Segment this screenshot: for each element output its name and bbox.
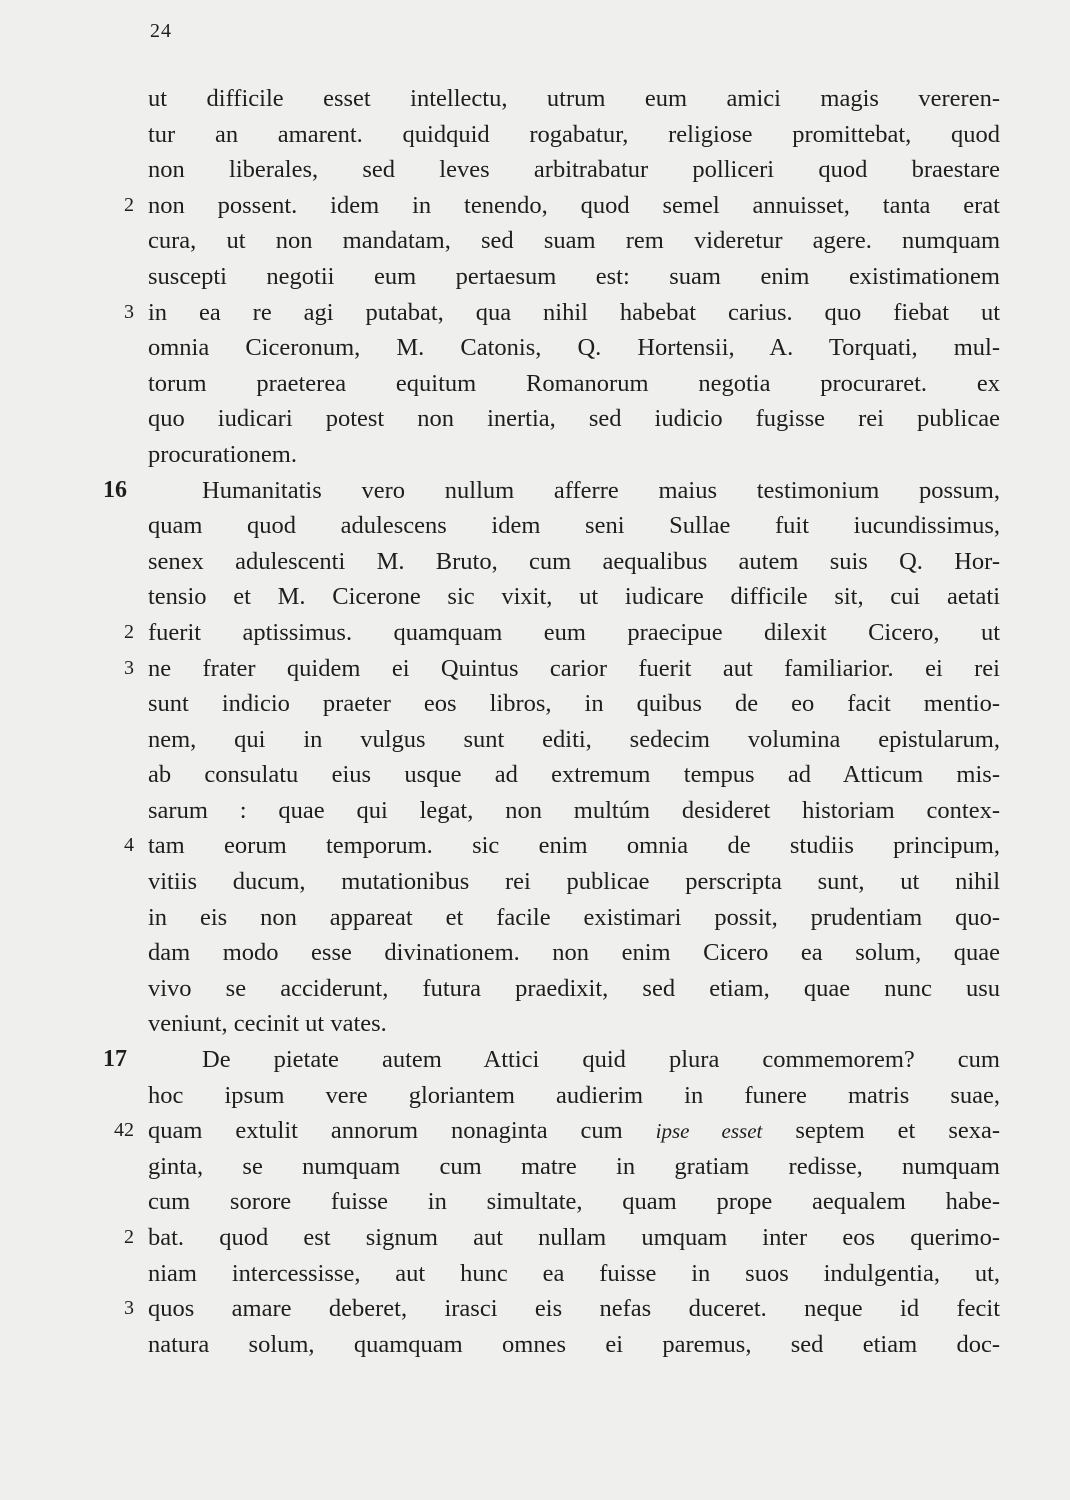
text-line — [100, 401, 1000, 437]
line-text-main: vivo se acciderunt, futura praedixit, sed etiam, quae nunc usu — [148, 974, 1000, 1002]
line-text-main: suscepti negotii eum pertaesum est: suam enim existimationem — [148, 262, 1000, 290]
text-line — [100, 117, 1000, 153]
line-text-main: senex adulescenti M. Bruto, cum aequalibus autem suis Q. Hor- — [148, 547, 1000, 575]
italic-phrase: ipse esset — [655, 1119, 763, 1144]
text-line — [100, 935, 1000, 971]
text-line — [100, 686, 1000, 722]
line-text-main: hoc ipsum vere gloriantem audierim in funere matris suae, — [148, 1081, 1000, 1109]
line-text — [148, 686, 1000, 722]
text-line — [100, 508, 1000, 544]
section-number: 3 — [124, 1297, 134, 1320]
line-text-main: bat. quod est signum aut nullam umquam inter eos querimo- — [148, 1224, 1000, 1251]
body-text — [100, 81, 1000, 1362]
line-text — [148, 259, 1000, 295]
text-line — [100, 757, 1000, 793]
text-line — [100, 1220, 1000, 1256]
line-text — [148, 900, 1000, 936]
text-line — [100, 1184, 1000, 1220]
line-text-main: omnia Ciceronum, M. Catonis, Q. Hortensii, A. Torquati, mul- — [148, 334, 1000, 362]
text-line — [100, 223, 1000, 259]
text-line — [100, 864, 1000, 900]
line-text — [148, 864, 1000, 900]
line-text-main: niam intercessisse, aut hunc ea fuisse in suos indulgentia, ut, — [148, 1259, 1000, 1287]
section-number: 2 — [124, 193, 134, 216]
line-text — [148, 188, 1000, 224]
page-number: 24 — [150, 20, 172, 42]
line-text — [148, 935, 1000, 971]
line-text — [148, 366, 1000, 402]
line-text-main: quos amare deberet, irasci eis nefas duceret. neque id fecit — [148, 1295, 1000, 1323]
section-number: 4 — [124, 834, 134, 857]
text-line — [100, 188, 1000, 224]
line-text — [148, 330, 1000, 366]
line-text-main: tur an amarent. quidquid rogabatur, religiose promittebat, quod — [148, 120, 1000, 148]
line-text — [202, 473, 1000, 509]
line-text — [148, 1078, 1000, 1114]
line-text — [148, 793, 1000, 829]
line-text-main: ginta, se numquam cum matre in gratiam redisse, numquam — [148, 1152, 1000, 1180]
line-text — [148, 152, 1000, 188]
line-text-main: quam quod adulescens idem seni Sullae fuit iucundissimus, — [148, 512, 1000, 540]
line-text-main: Humanitatis vero nullum afferre maius testimonium possum, — [202, 476, 1000, 504]
line-text-main: non possent. idem in tenendo, quod semel annuisset, tanta erat — [148, 191, 1000, 219]
line-text-main: ab consulatu eius usque ad extremum tempus ad Atticum mis- — [148, 761, 1000, 789]
chapter-number: 17 — [103, 1046, 127, 1073]
section-number: 3 — [124, 656, 134, 679]
section-number: 42 — [114, 1119, 134, 1142]
text-line — [100, 722, 1000, 758]
text-line — [100, 544, 1000, 580]
line-text-main: cum sorore fuisse in simultate, quam prope aequalem habe- — [148, 1188, 1000, 1216]
text-line — [100, 615, 1000, 651]
text-line — [100, 81, 1000, 117]
line-text-main: non liberales, sed leves arbitrabatur polliceri quod braestare — [148, 156, 1000, 184]
line-text — [148, 651, 1000, 687]
text-line — [100, 1113, 1000, 1149]
line-text-main: sunt indicio praeter eos libros, in quibus de eo facit mentio- — [148, 690, 1000, 718]
line-text-main: De pietate autem Attici quid plura commemorem? cum — [202, 1046, 1000, 1074]
text-line — [100, 473, 1000, 509]
line-text — [148, 223, 1000, 259]
line-text-main: quam extulit annorum nonaginta cum — [148, 1117, 623, 1145]
line-text-main: tensio et M. Cicerone sic vixit, ut iudicare difficile sit, cui aetati — [148, 583, 1000, 611]
text-line — [100, 1327, 1000, 1363]
text-line — [100, 152, 1000, 188]
line-text — [148, 1291, 1000, 1327]
text-line — [100, 1078, 1000, 1114]
line-text — [148, 757, 1000, 793]
section-number: 3 — [124, 300, 134, 323]
text-line — [100, 579, 1000, 615]
text-line — [100, 366, 1000, 402]
line-text — [148, 117, 1000, 153]
line-text-main: cura, ut non mandatam, sed suam rem videretur agere. numquam — [148, 227, 1000, 255]
line-text — [148, 81, 1000, 117]
line-text-main: procurationem. — [148, 440, 297, 468]
text-line — [100, 330, 1000, 366]
line-text — [148, 1256, 1000, 1292]
text-line — [100, 828, 1000, 864]
text-line — [100, 971, 1000, 1007]
line-text — [148, 508, 1000, 544]
line-text-main: tam eorum temporum. sic enim omnia de studiis principum, — [148, 832, 1000, 860]
line-text — [148, 1184, 1000, 1220]
section-number: 2 — [124, 620, 134, 643]
line-text-main: quo iudicari potest non inertia, sed iudicio fugisse rei publicae — [148, 405, 1000, 433]
line-text — [148, 295, 1000, 331]
line-text — [148, 437, 1000, 473]
chapter-number: 16 — [103, 476, 127, 503]
line-text-main: ut difficile esset intellectu, utrum eum amici magis vereren- — [148, 85, 1000, 112]
line-text-main: vitiis ducum, mutationibus rei publicae perscripta sunt, ut nihil — [148, 868, 1000, 896]
text-line — [100, 793, 1000, 829]
line-text — [148, 971, 1000, 1007]
line-text-main: sarum : quae qui legat, non multúm desideret historiam contex- — [148, 796, 1000, 824]
line-text — [148, 722, 1000, 758]
line-text — [148, 579, 1000, 615]
line-text — [148, 1220, 1000, 1256]
line-text-main: veniunt, cecinit ut vates. — [148, 1010, 387, 1038]
line-text-main: torum praeterea equitum Romanorum negotia procuraret. ex — [148, 369, 1000, 397]
text-line — [100, 1256, 1000, 1292]
line-text — [148, 615, 1000, 651]
section-number: 2 — [124, 1226, 134, 1248]
text-line — [100, 295, 1000, 331]
line-text-main: natura solum, quamquam omnes ei paremus, sed etiam doc- — [148, 1330, 1000, 1358]
line-text — [148, 1327, 1000, 1363]
line-text — [148, 828, 1000, 864]
line-text — [148, 544, 1000, 580]
line-text-main: ne frater quidem ei Quintus carior fuerit aut familiarior. ei rei — [148, 654, 1000, 682]
text-line — [100, 1291, 1000, 1327]
text-line — [100, 437, 1000, 473]
line-text — [148, 1149, 1000, 1185]
line-text-main: nem, qui in vulgus sunt editi, sedecim volumina epistularum, — [148, 725, 1000, 753]
line-text-main: in eis non appareat et facile existimari possit, prudentiam quo- — [148, 903, 1000, 931]
text-line — [100, 1149, 1000, 1185]
text-line — [100, 259, 1000, 295]
text-line — [100, 651, 1000, 687]
line-text — [148, 401, 1000, 437]
line-text-after: septem et sexa- — [795, 1117, 1000, 1145]
text-line — [100, 1006, 1000, 1042]
text-line — [100, 900, 1000, 936]
line-text — [148, 1113, 1000, 1149]
line-text-main: in ea re agi putabat, qua nihil habebat carius. quo fiebat ut — [148, 298, 1000, 326]
line-text-main: dam modo esse divinationem. non enim Cicero ea solum, quae — [148, 939, 1000, 967]
text-line — [100, 1042, 1000, 1078]
line-text — [148, 1006, 1000, 1042]
line-text-main: fuerit aptissimus. quamquam eum praecipue dilexit Cicero, ut — [148, 618, 1000, 646]
line-text — [202, 1042, 1000, 1078]
